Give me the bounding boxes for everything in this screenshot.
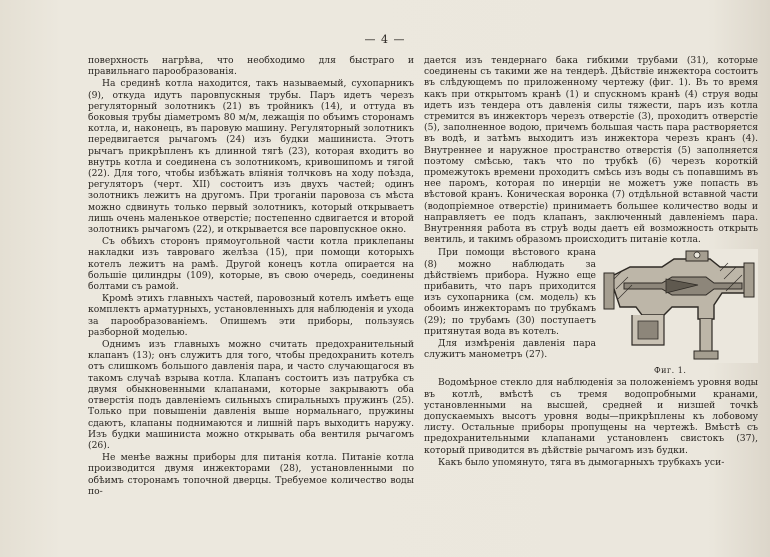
figure-side-text [424, 247, 596, 360]
paragraph: Какъ было упомянуто, тяга въ дымогарныхъ трубкахъ уси- [438, 456, 725, 468]
figure-section [424, 247, 758, 377]
paragraph: На срединѣ котла находится, такъ называемый, сухопарникъ (9), откуда идутъ паровпускныя трубы. Паръ идетъ черезъ регуляторный золотникъ (21) въ тройникъ (14), и оттуда въ боковыя трубы діаметромъ 80 м/м, лежащія по объимъ сторонамъ котла, и, наконецъ, въ паровую машину. Регуляторный золотникъ передвигается рычагомъ (24) изъ будки машиниста. Этотъ рычагъ прикрѣпленъ къ длинной тягѣ (23), которая входитъ во внутрь котла и соединена съ золотникомъ, кривошипомъ и тягой (22). Для того, чтобы избѣжать вліянія толчковъ на ходу поѣзда, регуляторъ (черт. XII) состоитъ изъ двухъ частей; одинъ золотникъ лежитъ на другомъ. При троганіи паровоза съ мѣста можно сдвинуть только первый золотникъ, который открываетъ лишь очень маленькое отверстіе; постепенно сдвигается и второй золотникъ рычагомъ (22), и открывается все паровпускное окно. [88, 78, 414, 236]
page-number: — 4 — [364, 33, 406, 46]
paragraph: дается изъ тендернаго бака гибкими трубами (31), которые соединены съ такими же на тендерѣ. Дѣйствіе инжектора состоитъ въ слѣдующемъ по приложенному чертежу (фиг. 1). Въ то время какъ при открытомъ кранѣ (1) и спускномъ кранѣ (4) струя воды идетъ изъ тендера отъ давленія силы тяжести, паръ изъ котла стремится въ инжекторъ черезъ отверстіе (3), проходитъ отверстіе (5), заполненное водою, причемъ большая часть пара растворяется въ водѣ, и затѣмъ выходитъ изъ инжектора черезъ кранъ (4). Внутреннее и наружное пространство отверстія (5) заполняется поэтому смѣсью, такъ что по трубкѣ (6) черезъ короткій промежутокъ времени проходитъ смѣсь изъ воды съ попавшимъ въ нее паромъ, которая по инерціи не можетъ уже попасть въ вѣстовой кранъ. Коническая воронка (7) отдѣльной вставной части (водопріемное отверстіе) принимаетъ большее количество воды и направляетъ ее подъ клапанъ, заключенный давленіемъ пара. Внутренняя работа въ струѣ воды даетъ ей возможность открыть вентиль, и такимъ образомъ происходитъ питаніе котла. [424, 55, 758, 246]
paragraph: Однимъ изъ главныхъ можно считать предохранительный клапанъ (13); онъ служитъ для того, чтобы предохранить котелъ отъ слишкомъ большого давленія пара, и часто случающагося въ такомъ случаѣ взрыва котла. Клапанъ состоитъ изъ патрубка съ двумя обыкновенными клапанами, которые закрываютъ оба отверстія подъ давленіемъ сильныхъ спиральныхъ пружинъ (25). Только при повышеніи давленія выше нормальнаго, пружины сдаютъ, клапаны поднимаются и лишній паръ выходитъ наружу. Изъ будки машиниста можно открывать оба вентиля рычагомъ (26). [88, 339, 414, 451]
left-column [88, 55, 414, 497]
injector-figure [602, 249, 758, 377]
paragraph: Водомѣрное стекло для наблюденія за положеніемъ уровня воды въ котлѣ, вмѣстѣ съ тремя водопробными кранами, установленными на высшей, средней и низшей точкѣ допускаемыхъ высотъ уровня воды—прикрѣплены къ лобовому листу. Остальные приборы пропущены на чертежѣ. Вмѣстѣ съ предохранительными клапанами установленъ свистокъ (37), который приводится въ дѣйствіе рычагомъ изъ будки. [424, 377, 758, 456]
paragraph: При помощи вѣстового крана (8) можно наблюдать за дѣйствіемъ прибора. Нужно еще прибавить, что паръ приходится изъ сухопарника (см. модель) къ обоимъ инжекторамъ по трубкамъ (29); по трубамъ (30) поступаетъ притянутая вода въ котелъ. [424, 247, 596, 337]
paragraph: Для измѣренія давленія пара служитъ манометръ (27). [424, 338, 596, 361]
paragraph: Кромѣ этихъ главныхъ частей, паровозный котелъ имѣетъ еще комплектъ арматурныхъ, установленныхъ для наблюденія и ухода за парообразованіемъ. Опишемъ эти приборы, пользуясь разборной моделью. [88, 293, 414, 338]
paragraph: Съ обѣихъ сторонъ прямоугольной части котла приклепаны накладки изъ тавроваго желѣза (15), при помощи которыхъ котелъ лежитъ на рамѣ. Другой конецъ котла опирается на большіе цилиндры (109), которые, въ свою очередь, соединены болтами съ рамой. [88, 236, 414, 293]
paragraph: Не менѣе важны приборы для питанія котла. Питаніе котла производится двумя инжекторами (28), установленными по обѣимъ сторонамъ топочной дверцы. Требуемое количество воды по- [88, 452, 414, 497]
figure-caption: Фиг. 1. [654, 366, 687, 376]
right-column [424, 55, 758, 468]
paragraph: поверхность нагрѣва, что необходимо для быстраго и правильнаго парообразованія. [88, 55, 414, 78]
injector-drawing [602, 249, 758, 363]
